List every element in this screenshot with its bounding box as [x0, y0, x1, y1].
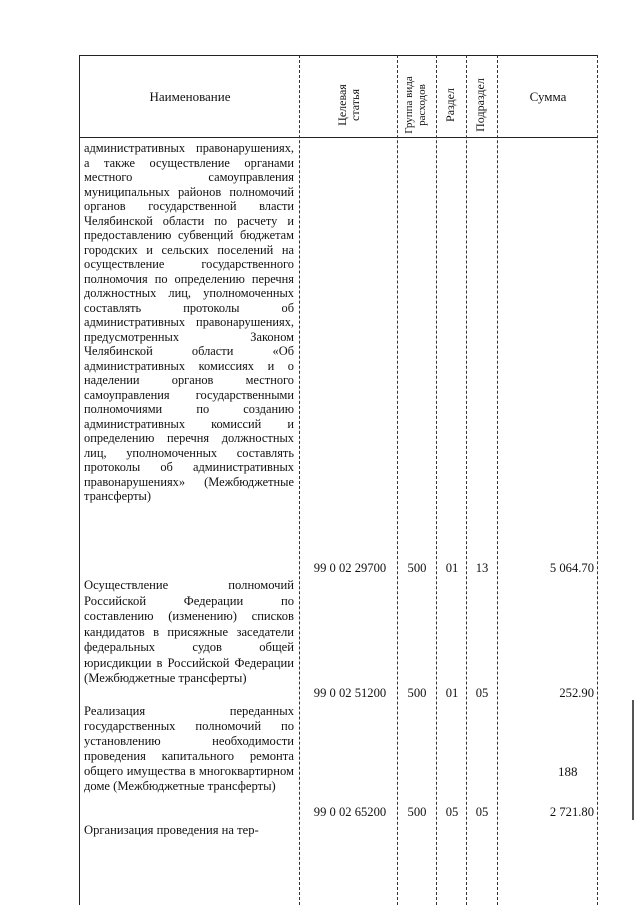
col-border-target: [397, 55, 398, 905]
col-border-name: [299, 55, 300, 905]
scan-edge-mark: [632, 700, 634, 820]
row-subsection: 05: [475, 686, 489, 700]
table-top-border: [79, 55, 598, 56]
row-expense-group: 500: [407, 805, 427, 819]
header-name: Наименование: [149, 89, 231, 104]
row-section: 05: [445, 805, 459, 819]
row-amount: 5 064.70: [549, 561, 594, 575]
row-target-code: 99 0 02 29700: [313, 561, 387, 575]
header-expense-group: Группа вида расходов: [403, 76, 428, 134]
row-amount: 252.90: [559, 686, 594, 700]
row-description: Осуществление полномочий Российской Федерации по составлению (изменению) списков кандидатов в присяжные заседатели федеральных судов общей юрисдикции в Российской Федерации (Межбюджетные трансферты): [84, 578, 294, 685]
row-expense-group: 500: [407, 561, 427, 575]
header-section: Раздел: [443, 88, 457, 122]
row-target-code: 99 0 02 65200: [313, 805, 387, 819]
row-description: Реализация переданных государственных полномочий по установлению необходимости проведения капитального ремонта общего имущества в многоквартирном доме (Межбюджетные трансферты): [84, 704, 294, 793]
col-border-left: [79, 55, 80, 905]
row-section: 01: [445, 686, 459, 700]
col-border-right: [597, 55, 598, 905]
page-number: 188: [558, 764, 578, 779]
row-subsection: 05: [475, 805, 489, 819]
row-description: Организация проведения на тер-: [84, 823, 259, 837]
row-expense-group: 500: [407, 686, 427, 700]
row-description: административных правонарушениях, а также осуществление органами местного самоуправления муниципальных районов полномочий органов государственной власти Челябинской области по расчету и предоставлению субвенций бюджетам городских и сельских поселений на осуществление государственного полномочия по определению перечня должностных лиц, уполномоченных составлять протоколы об административных правонарушениях, предусмотренных Законом Челябинской области «Об административных комиссиях и о наделении органов местного самоуправления государственными полномочиями по созданию административных комиссий и определению перечня должностных лиц, уполномоченных составлять протоколы об административных правонарушениях» (Межбюджетные трансферты): [84, 141, 294, 503]
header-target: Целевая статья: [335, 84, 362, 126]
header-amount: Сумма: [529, 89, 567, 104]
row-subsection: 13: [475, 561, 489, 575]
col-border-group: [436, 55, 437, 905]
row-section: 01: [445, 561, 459, 575]
row-amount: 2 721.80: [549, 805, 594, 819]
col-border-section: [466, 55, 467, 905]
col-border-subsection: [497, 55, 498, 905]
row-target-code: 99 0 02 51200: [313, 686, 387, 700]
header-subsection: Подраздел: [473, 78, 487, 132]
